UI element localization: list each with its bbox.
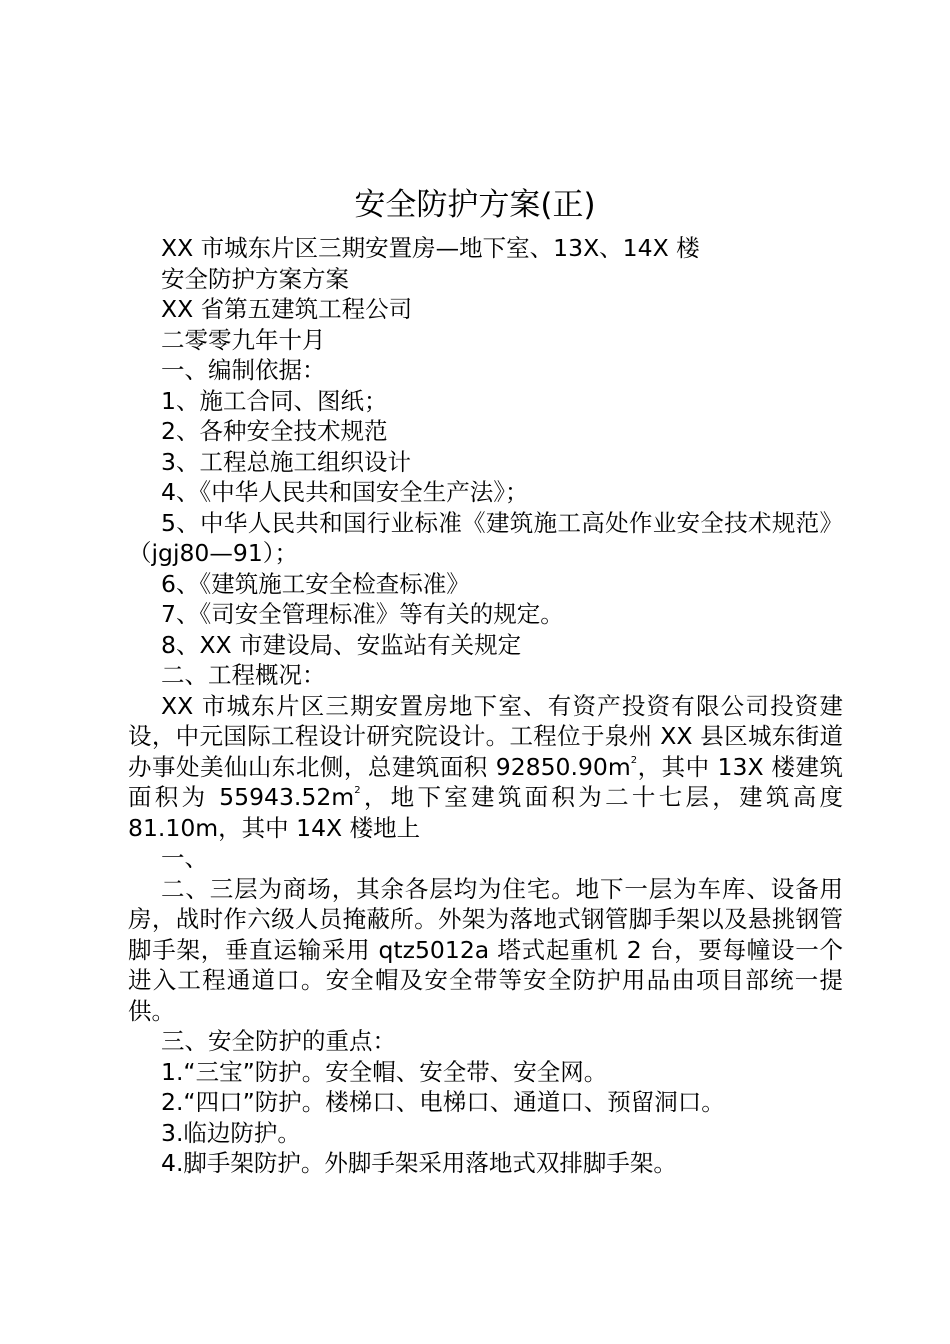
basis-item: 5、中华人民共和国行业标准《建筑施工高处作业安全技术规范》（jgj80—91）；: [128, 508, 843, 567]
orphan-numbering: 一、: [161, 844, 208, 872]
overview-text-part3: ，地下室建筑面积为二十七层，建筑高度 81.10m，其中 14X 楼地上: [128, 783, 843, 842]
project-overview-paragraph: [128, 691, 843, 844]
basis-item: 8、XX 市建设局、安监站有关规定: [161, 630, 522, 659]
company-line: XX 省第五建筑工程公司: [161, 295, 413, 323]
key-point-item: 3.临边防护。: [161, 1118, 301, 1147]
section-1-heading: 一、编制依据：: [161, 356, 326, 384]
section-3-heading: 三、安全防护的重点：: [161, 1027, 396, 1055]
key-point-item: 2.“四口”防护。楼梯口、电梯口、通道口、预留洞口。: [161, 1088, 725, 1116]
key-point-item: 1.“三宝”防护。安全帽、安全带、安全网。: [161, 1057, 608, 1086]
date-line: 二零零九年十月: [161, 325, 326, 354]
plan-name-line: 安全防护方案方案: [161, 264, 349, 293]
document-title: 安全防护方案(正): [354, 187, 596, 223]
superscript-two: 2: [354, 785, 361, 796]
project-name-line: XX 市城东片区三期安置房—地下室、13X、14X 楼: [161, 234, 700, 262]
document-body: [128, 233, 843, 1179]
project-detail-paragraph: 二、三层为商场，其余各层均为住宅。地下一层为车库、设备用房，战时作六级人员掩蔽所。外架为落地式钢管脚手架以及悬挑钢管脚手架，垂直运输采用 qtz5012a 塔式起重机 2 台，要每幢设一个进入工程通道口。安全帽及安全带等安全防护用品由项目部统一提供。: [128, 874, 843, 1025]
basis-item: 6、《建筑施工安全检查标准》: [161, 569, 470, 598]
basis-item: 2、各种安全技术规范: [161, 417, 388, 445]
overview-text-part1: XX 市城东片区三期安置房地下室、有资产投资有限公司投资建设，中元国际工程设计研究院设计。工程位于泉州 XX 县区城东街道办事处美仙山东北侧，总建筑面积 92850.90m: [128, 691, 843, 781]
basis-item: 1、施工合同、图纸；: [161, 386, 388, 415]
basis-item: 7、《司安全管理标准》等有关的规定。: [161, 600, 564, 628]
basis-item: 3、工程总施工组织设计: [161, 447, 411, 476]
superscript-two: 2: [630, 754, 638, 766]
overview-text-part2: ，其中 13X 楼建筑面积为 55943.52m: [128, 752, 843, 811]
section-2-heading: 二、工程概况：: [161, 661, 326, 689]
key-point-item: 4.脚手架防护。外脚手架采用落地式双排脚手架。: [161, 1149, 677, 1177]
basis-item: 4、《中华人民共和国安全生产法》；: [161, 478, 529, 506]
